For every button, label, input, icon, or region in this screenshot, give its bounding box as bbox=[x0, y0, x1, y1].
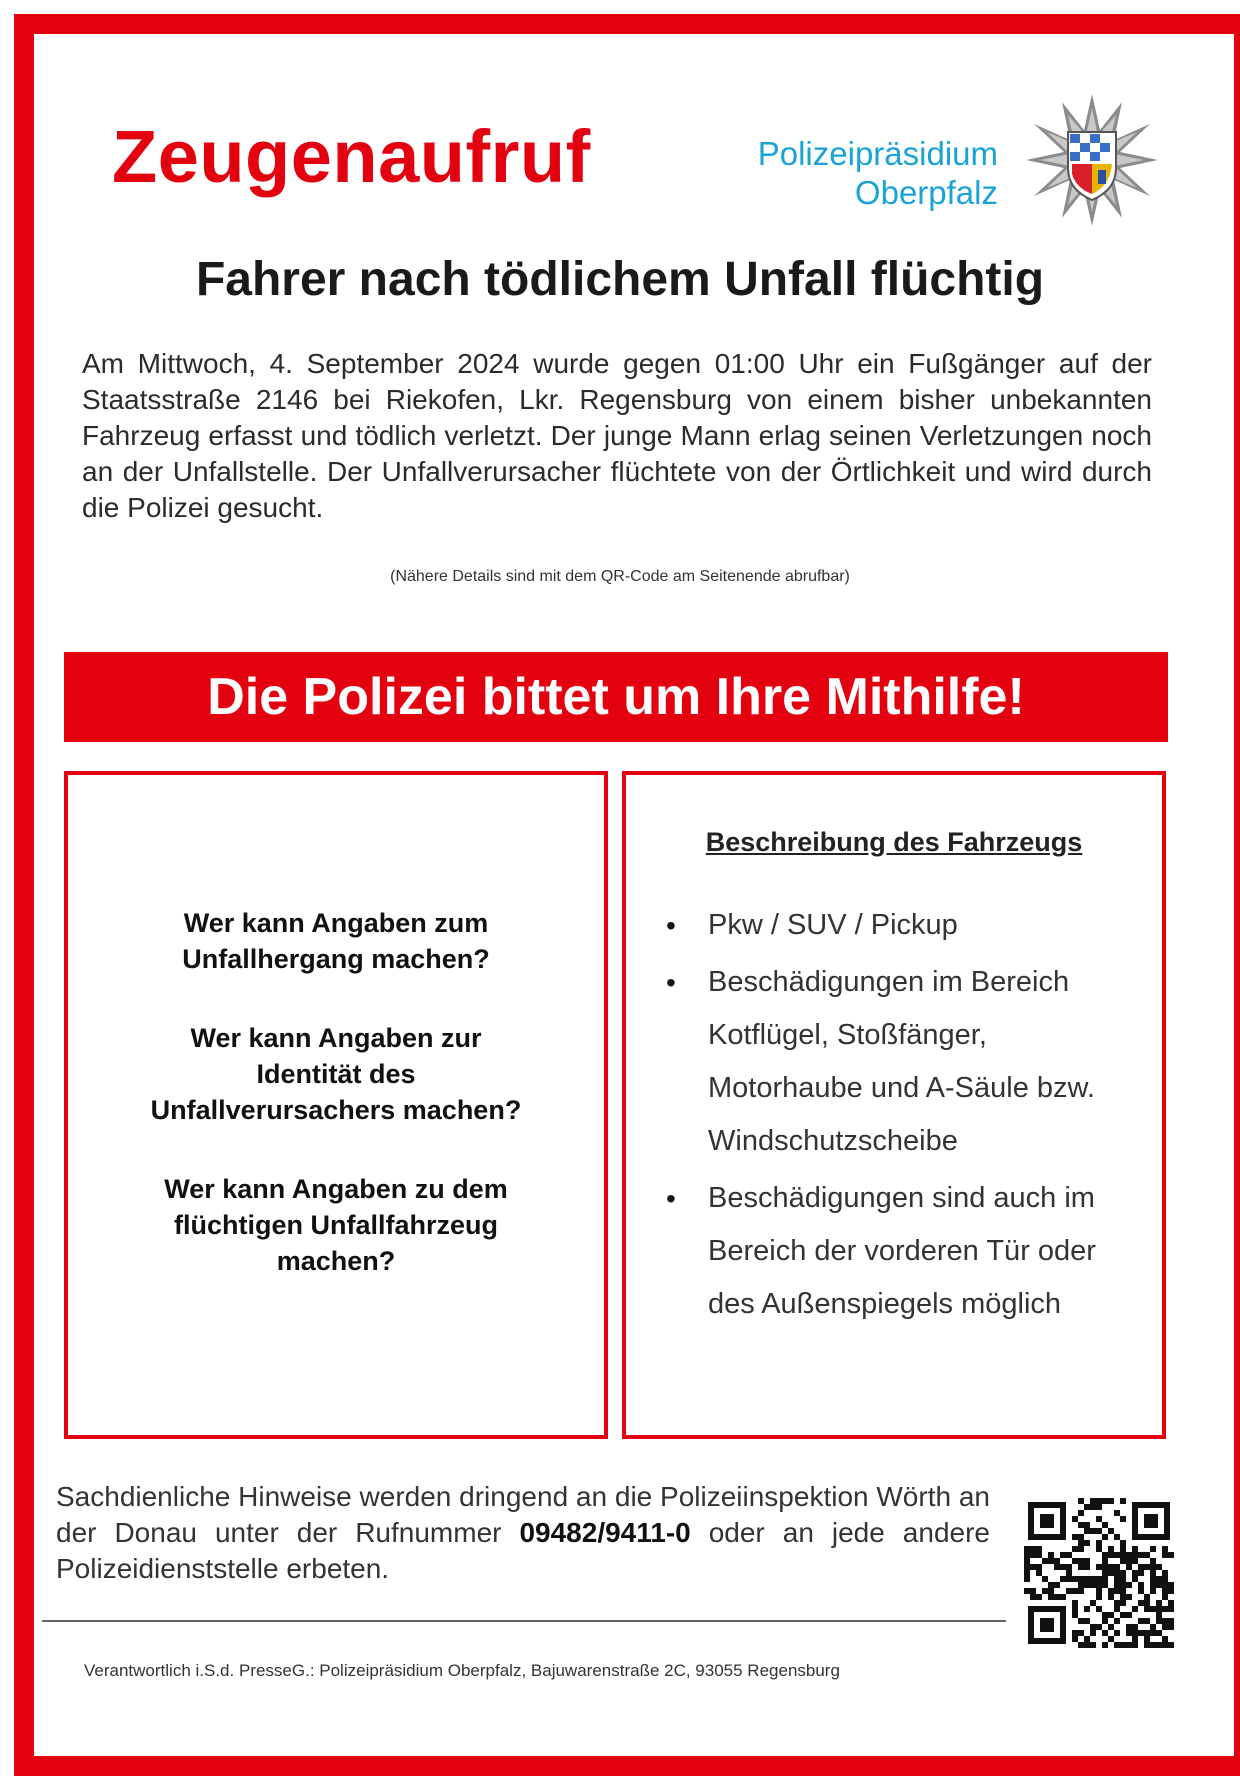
vehicle-description-title: Beschreibung des Fahrzeugs bbox=[705, 827, 1083, 857]
agency-name-line2: Oberpfalz bbox=[854, 174, 998, 211]
question-line: Unfallhergang machen? bbox=[182, 944, 490, 974]
badge-shield bbox=[1068, 132, 1116, 200]
question-item bbox=[68, 1020, 604, 1128]
vehicle-description-item: • Beschädigungen sind auch im Bereich der vorderen Tür oder des Außenspiegels möglich bbox=[662, 1172, 1132, 1331]
police-star-badge-icon bbox=[1022, 90, 1162, 230]
appeal-banner: Die Polizei bittet um Ihre Mithilfe! bbox=[64, 652, 1168, 742]
question-line: machen? bbox=[276, 1246, 396, 1276]
contact-instructions bbox=[56, 1479, 990, 1587]
questions-box bbox=[64, 771, 608, 1439]
press-footer: Verantwortlich i.S.d. PresseG.: Polizeipräsidium Oberpfalz, Bajuwarenstraße 2C, 93055 Regensburg bbox=[84, 1661, 840, 1680]
vehicle-description-box bbox=[622, 771, 1166, 1439]
poster-title: Zeugenaufruf bbox=[112, 115, 591, 198]
agency-name-line1: Polizeipräsidium bbox=[757, 135, 998, 172]
question-line: Wer kann Angaben zum bbox=[183, 908, 489, 938]
vehicle-description-item: • Beschädigungen im Bereich Kotflügel, Stoßfänger, Motorhaube und A-Säule bzw. Windschutzscheibe bbox=[662, 956, 1132, 1168]
contact-text: Sachdienliche Hinweise werden dringend an die Polizeiinspektion Wörth an der Donau unter der Rufnummer bbox=[56, 1481, 990, 1548]
question-item bbox=[68, 1171, 604, 1279]
vehicle-description-list bbox=[662, 899, 1132, 1335]
qr-code-icon[interactable] bbox=[1024, 1498, 1174, 1648]
vehicle-description-item: • Pkw / SUV / Pickup bbox=[662, 899, 1132, 952]
question-line: Wer kann Angaben zur bbox=[190, 1023, 482, 1053]
question-line: Unfallverursachers machen? bbox=[150, 1095, 522, 1125]
footer-divider bbox=[42, 1620, 1006, 1622]
agency-name bbox=[740, 134, 998, 212]
contact-phone-number: 09482/9411-0 bbox=[519, 1517, 691, 1548]
poster-subtitle: Fahrer nach tödlichem Unfall flüchtig bbox=[195, 253, 1045, 306]
question-item bbox=[68, 905, 604, 977]
contact-text: oder an jede andere Polizeidienststelle erbeten. bbox=[56, 1517, 990, 1584]
questions-list bbox=[68, 905, 604, 1322]
qr-hint-note: (Nähere Details sind mit dem QR-Code am Seitenende abrufbar) bbox=[390, 568, 850, 585]
question-line: flüchtigen Unfallfahrzeug bbox=[174, 1210, 498, 1240]
incident-description: Am Mittwoch, 4. September 2024 wurde gegen 01:00 Uhr ein Fußgänger auf der Staatsstraße 2146 bei Riekofen, Lkr. Regensburg von einem bisher unbekannten Fahrzeug erfasst und tödlich verletzt. Der junge Mann erlag seinen Verletzungen noch an der Unfallstelle. Der Unfallverursacher flüchtete von der Örtlichkeit und wird durch die Polizei gesucht. bbox=[82, 348, 1152, 523]
question-line: Identität des bbox=[256, 1059, 416, 1089]
question-line: Wer kann Angaben zu dem bbox=[164, 1174, 508, 1204]
